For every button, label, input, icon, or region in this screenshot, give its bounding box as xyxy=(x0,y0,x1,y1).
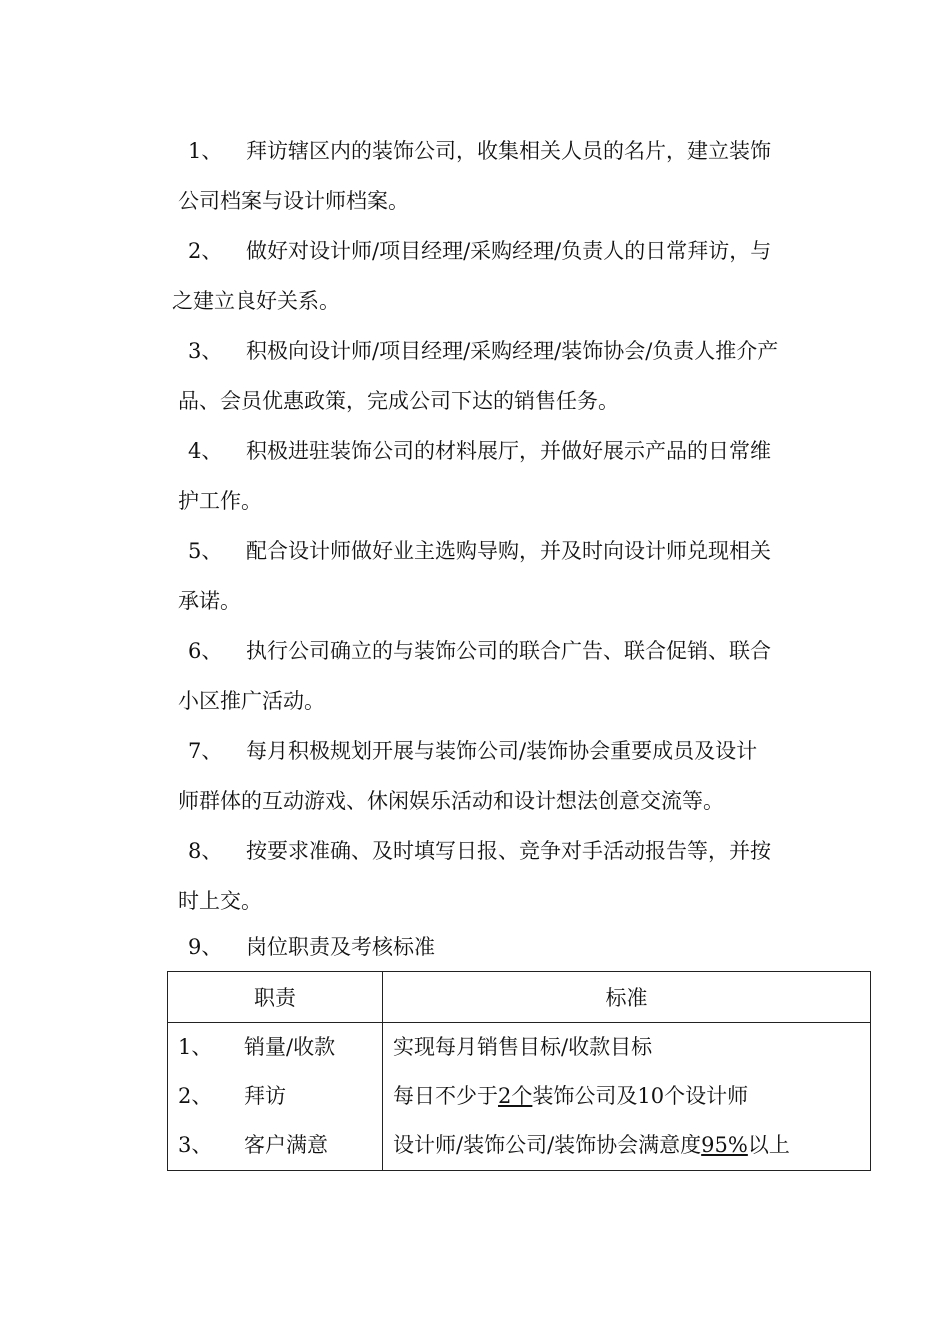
standard-text xyxy=(383,1023,870,1072)
item-number: 3、 xyxy=(188,339,223,363)
standard-text-part: 实现每月销售目标/收款目标 xyxy=(393,1035,653,1059)
item-text: 配合设计师做好业主选购导购，并及时向设计师兑现相关 xyxy=(246,539,771,563)
row-number: 3、 xyxy=(178,1133,213,1157)
duty-label: 拜访 xyxy=(244,1084,286,1108)
standard-text-part: 装饰公司及10个设计师 xyxy=(532,1084,749,1108)
standard-text xyxy=(383,1121,870,1170)
item-number: 5、 xyxy=(188,539,223,563)
duty-column xyxy=(168,1023,383,1171)
underlined-value: 2个 xyxy=(498,1084,533,1108)
item-number: 4、 xyxy=(188,439,223,463)
item-text: 拜访辖区内的装饰公司，收集相关人员的名片，建立装饰 xyxy=(246,139,771,163)
row-number: 2、 xyxy=(178,1084,213,1108)
table-body-row xyxy=(168,1023,871,1171)
standard-text xyxy=(383,1072,870,1121)
duty-standard-table xyxy=(167,971,871,1171)
header-duty: 职责 xyxy=(168,972,383,1023)
header-standard: 标准 xyxy=(383,972,871,1023)
item-text: 每月积极规划开展与装饰公司/装饰协会重要成员及设计 xyxy=(246,739,758,763)
item-number: 1、 xyxy=(188,139,223,163)
row-number: 1、 xyxy=(178,1035,213,1059)
item-text-continued: 小区推广活动。 xyxy=(178,689,325,713)
item-number: 6、 xyxy=(188,639,223,663)
item-text: 做好对设计师/项目经理/采购经理/负责人的日常拜访，与 xyxy=(246,239,772,263)
item-text-continued: 师群体的互动游戏、休闲娱乐活动和设计想法创意交流等。 xyxy=(178,789,724,813)
item-text: 积极向设计师/项目经理/采购经理/装饰协会/负责人推介产 xyxy=(246,339,779,363)
table-row xyxy=(168,1072,382,1121)
item-number: 9、 xyxy=(188,935,223,959)
table-header-row xyxy=(168,972,871,1023)
underlined-value: 95% xyxy=(701,1133,748,1157)
item-text-continued: 之建立良好关系。 xyxy=(172,289,340,313)
item-text-continued: 品、会员优惠政策，完成公司下达的销售任务。 xyxy=(178,389,619,413)
item-number: 8、 xyxy=(188,839,223,863)
standard-text-part: 每日不少于 xyxy=(393,1084,498,1108)
standard-text-part: 设计师/装饰公司/装饰协会满意度 xyxy=(393,1133,702,1157)
item-text-continued: 护工作。 xyxy=(178,489,262,513)
table-row xyxy=(168,1121,382,1170)
duty-label: 销量/收款 xyxy=(244,1035,336,1059)
item-text: 按要求准确、及时填写日报、竞争对手活动报告等，并按 xyxy=(246,839,771,863)
item-number: 2、 xyxy=(188,239,223,263)
item-text: 执行公司确立的与装饰公司的联合广告、联合促销、联合 xyxy=(246,639,771,663)
standard-text-part: 以上 xyxy=(747,1133,790,1157)
item-number: 7、 xyxy=(188,739,223,763)
table-row xyxy=(168,1023,382,1072)
item-text-continued: 时上交。 xyxy=(178,889,262,913)
item-text-continued: 承诺。 xyxy=(178,589,241,613)
item-text: 积极进驻装饰公司的材料展厅，并做好展示产品的日常维 xyxy=(246,439,771,463)
item-heading: 岗位职责及考核标准 xyxy=(246,935,435,959)
item-text-continued: 公司档案与设计师档案。 xyxy=(178,189,409,213)
duty-label: 客户满意 xyxy=(244,1133,328,1157)
standard-column xyxy=(383,1023,871,1171)
